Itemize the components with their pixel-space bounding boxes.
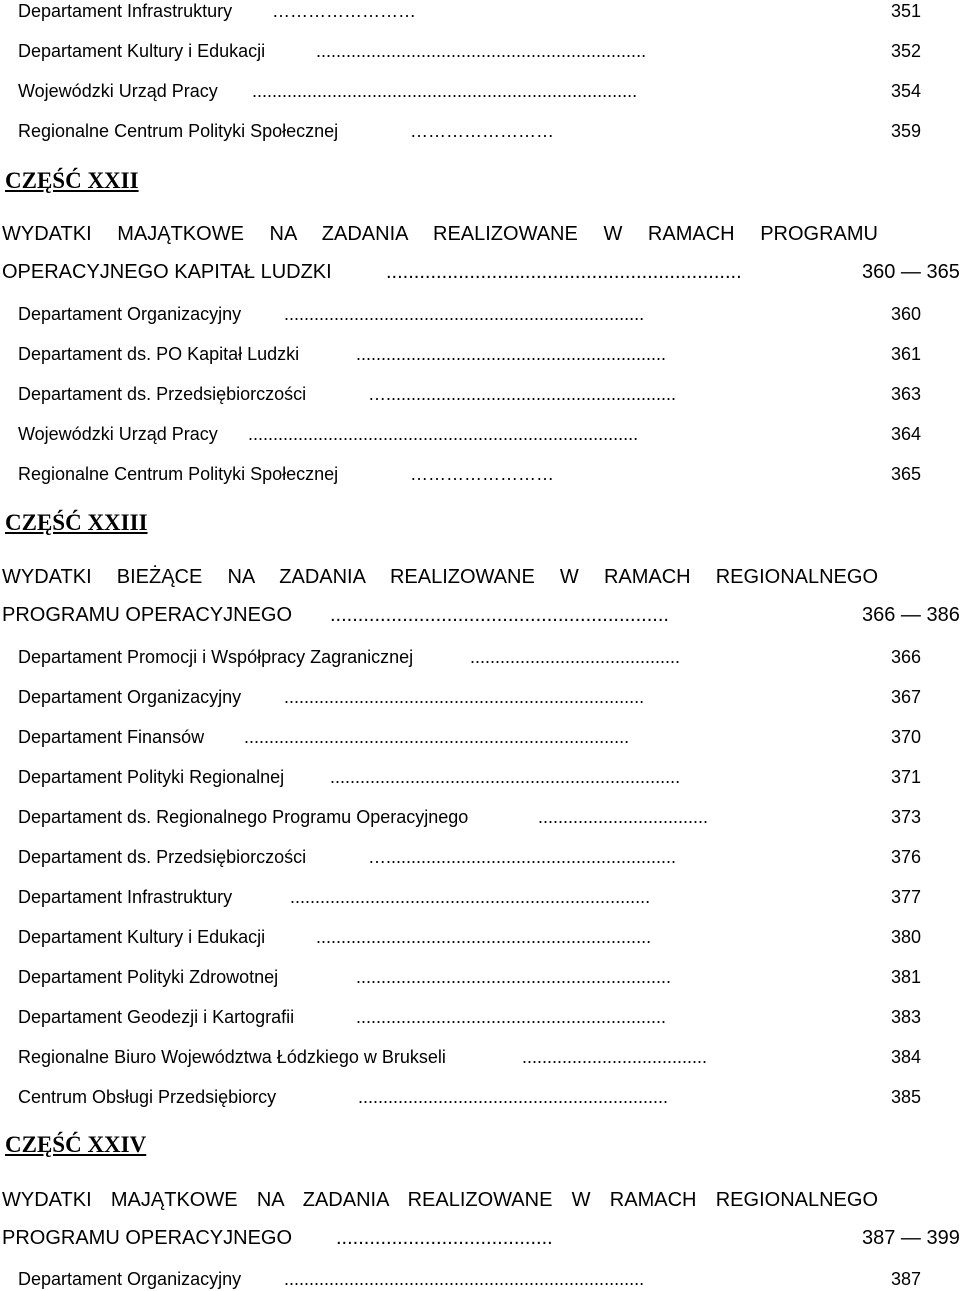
part-title-line [2,565,878,589]
page-number: 351 [891,1,922,21]
leader-dots: .............................................................. [358,1087,669,1107]
toc-entry[interactable] [0,686,960,708]
page-range: 360 — 365 [862,261,960,283]
leader-dots: ...................................................................... [330,767,681,787]
page-number: 383 [891,1007,922,1027]
part-heading: CZĘŚĆ XXIV [5,1132,147,1157]
toc-entry-label: Departament Organizacyjny [18,1269,242,1289]
page-number: 387 [891,1269,922,1289]
part-title-text: OPERACYJNEGO KAPITAŁ LUDZKI [2,261,332,283]
page-number: 354 [891,81,922,101]
toc-entry-label: Departament Infrastruktury [18,887,233,907]
page-number: 364 [891,424,922,444]
page-number: 371 [891,767,922,787]
leader-dots: …………………… [410,464,554,484]
toc-entry[interactable] [0,766,960,788]
part-title-text: PROGRAMU OPERACYJNEGO [2,1227,293,1249]
page-number: 359 [891,121,922,141]
toc-entry[interactable] [0,383,960,405]
page-number: 384 [891,1047,922,1067]
toc-entry-label: Departament ds. Przedsiębiorczości [18,384,307,404]
toc-entry-label: Departament Finansów [18,727,205,747]
toc-entry-label: Departament Kultury i Edukacji [18,927,266,947]
toc-entry[interactable] [0,120,960,142]
page-number: 370 [891,727,922,747]
toc-entry[interactable] [0,726,960,748]
toc-entry[interactable] [0,966,960,988]
leader-dots: ............................................................................. [252,81,638,101]
toc-entry-label: Departament Polityki Zdrowotnej [18,967,279,987]
toc-entry[interactable] [0,80,960,102]
part-heading: CZĘŚĆ XXIII [5,510,148,535]
toc-entry[interactable] [0,646,960,668]
leader-dots: ............................................................................. [244,727,630,747]
toc-entry-label: Regionalne Centrum Polityki Społecznej [18,464,339,484]
leader-dots: .......................................... [470,647,681,667]
toc-entry[interactable] [0,806,960,828]
leader-dots: ........................................................................ [284,1269,645,1289]
toc-entry-label: Wojewódzki Urząd Pracy [18,81,218,101]
toc-entry[interactable] [0,1006,960,1028]
part-title-line[interactable] [2,603,960,627]
page-number: 360 [891,304,922,324]
page-number: 366 [891,647,922,667]
toc-entry-label: Wojewódzki Urząd Pracy [18,424,218,444]
toc-entry[interactable] [0,303,960,325]
part-title-line[interactable] [2,1226,960,1250]
leader-dots: …………………… [272,1,416,21]
leader-dots: ........................................................................ [290,887,651,907]
leader-dots: ….......................................................... [368,847,677,867]
leader-dots: ..................................... [522,1047,708,1067]
toc-entry-label: Departament Kultury i Edukacji [18,41,266,61]
toc-entry-label: Departament Polityki Regionalnej [18,767,285,787]
page-number: 363 [891,384,922,404]
leader-dots: .............................................................. [356,1007,667,1027]
leader-dots: ................................................................ [386,261,742,283]
leader-dots: ............................................................. [330,604,669,626]
leader-dots: .................................................................. [316,41,647,61]
page-number: 352 [891,41,922,61]
leader-dots: ….......................................................... [368,384,677,404]
toc-entry[interactable] [0,40,960,62]
leader-dots: .............................................................................. [248,424,639,444]
leader-dots: ................................................................... [316,927,652,947]
toc-entry-label: Departament Geodezji i Kartografii [18,1007,295,1027]
page-number: 365 [891,464,922,484]
part-title-text: WYDATKI MAJĄTKOWE NA ZADANIA REALIZOWANE W RAMACH PROGRAMU [2,223,878,245]
page-number: 377 [891,887,922,907]
part-title-text: PROGRAMU OPERACYJNEGO [2,604,293,626]
toc-entry[interactable] [0,1086,960,1108]
leader-dots: ............................................................... [356,967,672,987]
page-number: 381 [891,967,922,987]
toc-entry-label: Departament Organizacyjny [18,304,242,324]
toc-entry-label: Departament Organizacyjny [18,687,242,707]
toc-entry-label: Centrum Obsługi Przedsiębiorcy [18,1087,277,1107]
part-heading: CZĘŚĆ XXII [5,168,139,193]
leader-dots: ........................................................................ [284,687,645,707]
toc-entry-label: Departament ds. Przedsiębiorczości [18,847,307,867]
part-title-line [2,222,878,246]
toc-entry[interactable] [0,1046,960,1068]
toc-entry[interactable] [0,0,960,22]
page-number: 380 [891,927,922,947]
toc-entry-label: Regionalne Centrum Polityki Społecznej [18,121,339,141]
page-number: 373 [891,807,922,827]
part-title-text: WYDATKI BIEŻĄCE NA ZADANIA REALIZOWANE W RAMACH REGIONALNEGO [2,566,878,588]
page-number: 376 [891,847,922,867]
leader-dots: ........................................................................ [284,304,645,324]
part-title-text: WYDATKI MAJĄTKOWE NA ZADANIA REALIZOWANE W RAMACH REGIONALNEGO [2,1189,878,1211]
leader-dots: .............................................................. [356,344,667,364]
leader-dots: .................................. [538,807,709,827]
toc-entry-label: Departament ds. PO Kapitał Ludzki [18,344,300,364]
toc-entry[interactable] [0,423,960,445]
toc-entry[interactable] [0,846,960,868]
toc-entry[interactable] [0,1268,960,1290]
page-range: 387 — 399 [862,1227,960,1249]
leader-dots: …………………… [410,121,554,141]
page-range: 366 — 386 [862,604,960,626]
toc-entry-label: Regionalne Biuro Województwa Łódzkiego w Brukseli [18,1047,446,1067]
toc-entry-label: Departament ds. Regionalnego Programu Operacyjnego [18,807,469,827]
toc-entry[interactable] [0,343,960,365]
part-title-line[interactable] [2,260,960,284]
page-number: 361 [891,344,922,364]
toc-entry[interactable] [0,926,960,948]
toc-entry-label: Departament Promocji i Współpracy Zagranicznej [18,647,414,667]
leader-dots: ....................................... [336,1227,553,1249]
part-title-line [2,1188,878,1212]
page-number: 385 [891,1087,922,1107]
toc-entry-label: Departament Infrastruktury [18,1,233,21]
toc-entry[interactable] [0,463,960,485]
page-number: 367 [891,687,922,707]
toc-entry[interactable] [0,886,960,908]
